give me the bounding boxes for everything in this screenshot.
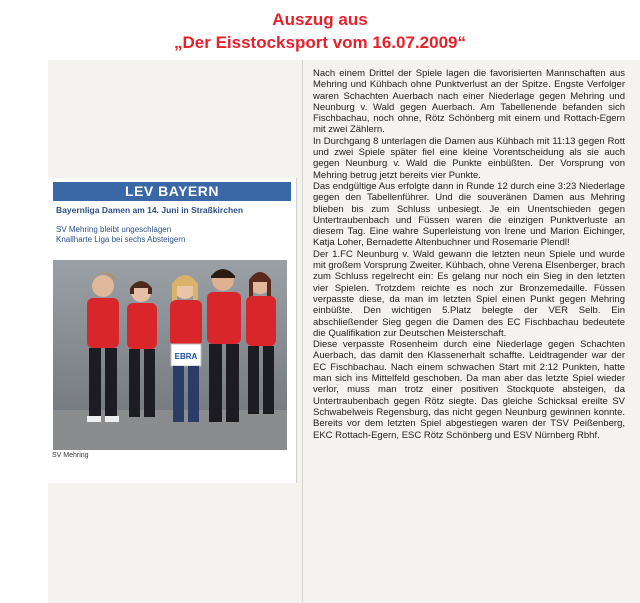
page-header [0, 8, 640, 54]
clipping-headline-2: Knallharte Liga bei sechs Absteigern [56, 235, 186, 244]
team-photo [53, 260, 287, 450]
header-line-1: Auszug aus [272, 10, 368, 29]
header-line-2: „Der Eisstocksport vom 16.07.2009“ [174, 33, 466, 52]
article-paragraph: Das endgültige Aus erfolgte dann in Runde 12 durch eine 3:23 Niederlage gegen den Tabellenführer. Und die souveränen Damen aus Mehring blieben bis zum Schluss unbesiegt. Je ein Unentschieden gegen Untertraubenbach und Füssen waren die einzigen Punktverluste an diesem Tag. Eine wahre Superleistung von Irene und Marion Eichinger, Katja Loher, Bernadette Altenbuchner und Rosemarie Plendl! [313, 180, 625, 249]
article-paragraph: In Durchgang 8 unterlagen die Damen aus Kühbach mit 11:13 gegen Rott und zwei Spiele später fiel eine kleine Vorentscheidung als sie auch gegen Neunburg v. Wald die Punkte einbüßten. Der Vorsprung von Mehring betrug jetzt bereits vier Punkte. [313, 135, 625, 181]
clipping-subtitle: Bayernliga Damen am 14. Juni in Straßkirchen [56, 205, 244, 215]
clipping-headline-1: SV Mehring bleibt ungeschlagen [56, 225, 172, 234]
photo-caption: SV Mehring [52, 452, 89, 459]
article-paragraph: Diese verpasste Rosenheim durch eine Niederlage gegen Schachten Auerbach, das damit den Klassenerhalt schaffte. Leidtragender war der EC Fischbachau. Nach einem schwachen Start mit 2:12 Punkten, hatte man sich ins Mittelfeld geschoben. Da man aber das letzte Spiel wieder verlor, muss man trotz einer positiven Stockquote absteigen, da Untertraubenbach gegen Rötz siegte. Das gleiche Schicksal ereilte SV Schwabelweis Regensburg, das nicht gegen Neunburg gewinnen konnte. Bereits vor dem letzten Spiel abgestiegen waren der TSV Peißenberg, EKC Rottach-Egern, ESC Rötz Schönberg und ESV Nürnberg Rbhf. [313, 339, 625, 441]
shirt-logo: EBRA [174, 352, 198, 361]
article-paragraph: Der 1.FC Neunburg v. Wald gewann die letzten neun Spiele und wurde mit großem Vorsprung Zweiter. Kühbach, ohne Verena Elsenberger, brach zum Schluss regelrecht ein: Es gelang nur noch ein Sieg in den letzten vier Spielen. Trotzdem reichte es noch zur Bronzemedaille. Füssen verpasste diese, da man im letzten Spiel einen Punkt gegen Mehring einbüßte. Den wichtigen 5.Platz belegte der VER Selb. Ein abschließender Sieg gegen die Damen des EC Fischbachau bedeutete die Qualifikation zur Deutschen Meisterschaft. [313, 248, 625, 339]
column-divider [302, 60, 303, 603]
article-text [313, 68, 625, 441]
article-paragraph: Nach einem Drittel der Spiele lagen die favorisierten Mannschaften aus Mehring und Kühbach ohne Punktverlust an der Spitze. Engste Verfolger waren Schachten Auerbach nach einer Niederlage gegen Mehring und Neunburg v. Wald gegen Auerbach. Am Tabellenende befanden sich Fischbachau, noch ohne, Rötz Schönberg mit einem und Rottach-Egern mit zwei Zählern. [313, 68, 625, 136]
clipping-banner: LEV BAYERN [53, 182, 291, 201]
